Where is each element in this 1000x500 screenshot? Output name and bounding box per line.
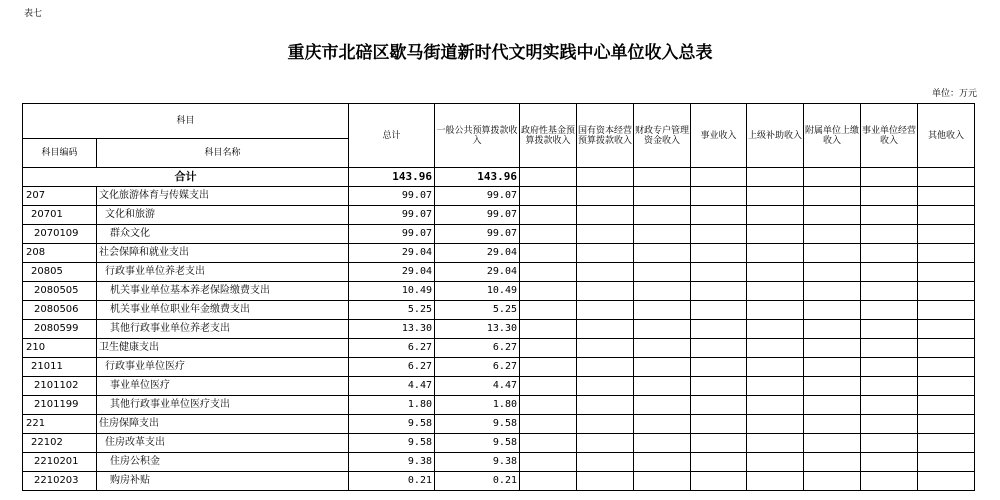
general-budget-cell: 29.04 [435,244,520,263]
empty-cell [520,472,577,491]
empty-cell [577,244,634,263]
subject-name-cell: 社会保障和就业支出 [97,244,349,263]
empty-cell [918,415,975,434]
general-budget-cell: 9.58 [435,434,520,453]
table-row [23,434,975,453]
subject-name-cell: 住房保障支出 [97,415,349,434]
empty-cell [577,339,634,358]
empty-cell [634,244,691,263]
total-cell: 9.58 [349,415,435,434]
empty-cell [520,415,577,434]
empty-cell [747,415,804,434]
empty-cell [577,225,634,244]
empty-cell [691,282,747,301]
empty-cell [918,377,975,396]
empty-cell [634,320,691,339]
empty-cell [918,244,975,263]
subject-code-cell: 2070109 [23,225,97,244]
empty-cell [861,415,918,434]
empty-cell [520,377,577,396]
empty-cell [861,339,918,358]
subject-name-cell: 卫生健康支出 [97,339,349,358]
header-gov-fund: 政府性基金预算拨款收入 [520,104,577,168]
empty-cell [634,453,691,472]
empty-cell [634,187,691,206]
empty-cell [520,434,577,453]
empty-cell [747,453,804,472]
empty-cell [634,377,691,396]
empty-cell [747,472,804,491]
empty-cell [861,396,918,415]
general-budget-cell: 99.07 [435,206,520,225]
subject-name-cell: 住房公积金 [97,453,349,472]
total-cell: 10.49 [349,282,435,301]
total-cell: 6.27 [349,339,435,358]
empty-cell [804,472,861,491]
header-subject-name: 科目名称 [97,139,349,168]
empty-cell [520,453,577,472]
empty-cell [577,434,634,453]
general-budget-cell: 6.27 [435,339,520,358]
header-operating: 事业单位经营收入 [861,104,918,168]
empty-cell [520,244,577,263]
unit-label: 单位：万元 [932,89,978,99]
subject-code-cell: 20701 [23,206,97,225]
subject-code-cell: 221 [23,415,97,434]
empty-cell [918,396,975,415]
empty-cell [691,225,747,244]
subject-name-cell: 机关事业单位基本养老保险缴费支出 [97,282,349,301]
empty-cell [634,358,691,377]
total-value: 143.96 [349,168,435,187]
empty-cell [577,187,634,206]
empty-cell [691,453,747,472]
empty-cell [634,396,691,415]
empty-cell [804,301,861,320]
empty-cell [747,206,804,225]
empty-cell [804,187,861,206]
empty-cell [691,434,747,453]
table-row [23,396,975,415]
empty-cell [634,301,691,320]
empty-cell [691,320,747,339]
empty-cell [918,225,975,244]
empty-cell [804,320,861,339]
empty-cell [520,358,577,377]
empty-cell [691,358,747,377]
empty-cell [520,282,577,301]
subject-code-cell: 2210203 [23,472,97,491]
empty-cell [861,282,918,301]
empty-cell [520,225,577,244]
table-row [23,263,975,282]
total-cell: 9.58 [349,434,435,453]
empty-cell [918,339,975,358]
empty-cell [861,472,918,491]
empty-cell [520,320,577,339]
general-budget-cell: 29.04 [435,263,520,282]
empty-cell [691,415,747,434]
subject-code-cell: 22102 [23,434,97,453]
empty-cell [747,396,804,415]
total-cell: 29.04 [349,263,435,282]
table-row [23,377,975,396]
empty-cell [577,206,634,225]
table-row [23,472,975,491]
empty-cell [747,244,804,263]
empty-cell [634,415,691,434]
empty-cell [691,301,747,320]
empty-cell [918,187,975,206]
general-budget-cell: 99.07 [435,187,520,206]
empty-cell [577,320,634,339]
empty-cell [747,320,804,339]
total-cell: 6.27 [349,358,435,377]
empty-cell [577,415,634,434]
total-cell: 99.07 [349,206,435,225]
empty-cell [634,225,691,244]
subject-name-cell: 文化旅游体育与传媒支出 [97,187,349,206]
empty-cell [747,187,804,206]
empty-cell [918,263,975,282]
empty-cell [691,263,747,282]
header-other: 其他收入 [918,104,975,168]
total-cell: 13.30 [349,320,435,339]
empty-cell [577,453,634,472]
empty-cell [691,187,747,206]
table-row [23,187,975,206]
empty-cell [634,206,691,225]
total-label: 合计 [23,168,349,187]
subject-name-cell: 其他行政事业单位医疗支出 [97,396,349,415]
empty-cell [520,339,577,358]
empty-cell [804,225,861,244]
general-budget-cell: 9.38 [435,453,520,472]
subject-name-cell: 购房补贴 [97,472,349,491]
table-row [23,244,975,263]
empty-cell [861,320,918,339]
subject-code-cell: 2080599 [23,320,97,339]
subject-name-cell: 群众文化 [97,225,349,244]
empty-cell [804,377,861,396]
sheet-label: 表七 [24,9,43,19]
general-budget-cell: 13.30 [435,320,520,339]
header-general-budget: 一般公共预算拨款收入 [435,104,520,168]
empty-cell [691,377,747,396]
table-row [23,320,975,339]
subject-name-cell: 事业单位医疗 [97,377,349,396]
subject-name-cell: 行政事业单位医疗 [97,358,349,377]
empty-cell [691,206,747,225]
subject-code-cell: 2210201 [23,453,97,472]
empty-cell [804,244,861,263]
table-row [23,358,975,377]
subject-code-cell: 2080505 [23,282,97,301]
subject-code-cell: 2101102 [23,377,97,396]
total-cell: 9.38 [349,453,435,472]
empty-cell [861,377,918,396]
empty-cell [918,453,975,472]
header-state-capital: 国有资本经营预算拨款收入 [577,104,634,168]
empty-cell [577,377,634,396]
empty-cell [861,358,918,377]
subject-code-cell: 2080506 [23,301,97,320]
header-subject-code: 科目编码 [23,139,97,168]
subject-code-cell: 2101199 [23,396,97,415]
header-higher-subsidy: 上级补助收入 [747,104,804,168]
empty-cell [861,206,918,225]
subject-name-cell: 其他行政事业单位养老支出 [97,320,349,339]
subject-name-cell: 机关事业单位职业年金缴费支出 [97,301,349,320]
empty-cell [691,472,747,491]
empty-cell [520,301,577,320]
subject-code-cell: 20805 [23,263,97,282]
general-budget-cell: 6.27 [435,358,520,377]
empty-cell [804,206,861,225]
empty-cell [577,472,634,491]
empty-cell [861,263,918,282]
empty-cell [747,358,804,377]
empty-cell [861,187,918,206]
table-row [23,301,975,320]
empty-cell [804,453,861,472]
general-budget-cell: 5.25 [435,301,520,320]
empty-cell [804,339,861,358]
empty-cell [861,453,918,472]
empty-cell [804,263,861,282]
empty-cell [634,434,691,453]
general-budget-cell: 10.49 [435,282,520,301]
subject-name-cell: 行政事业单位养老支出 [97,263,349,282]
empty-cell [918,320,975,339]
table-row [23,206,975,225]
total-cell: 99.07 [349,225,435,244]
empty-cell [804,358,861,377]
table-row [23,339,975,358]
empty-cell [918,282,975,301]
empty-cell [747,339,804,358]
empty-cell [747,225,804,244]
empty-cell [747,263,804,282]
subject-code-cell: 208 [23,244,97,263]
table-row [23,453,975,472]
empty-cell [747,282,804,301]
empty-cell [634,282,691,301]
empty-cell [861,434,918,453]
subject-name-cell: 住房改革支出 [97,434,349,453]
general-budget-cell: 4.47 [435,377,520,396]
header-subject: 科目 [23,104,349,139]
header-business-income: 事业收入 [691,104,747,168]
page-title: 重庆市北碚区歇马街道新时代文明实践中心单位收入总表 [287,43,713,63]
empty-cell [577,263,634,282]
empty-cell [918,472,975,491]
total-cell: 5.25 [349,301,435,320]
header-affiliated: 附属单位上缴收入 [804,104,861,168]
empty-cell [520,263,577,282]
general-budget-cell: 1.80 [435,396,520,415]
empty-cell [918,206,975,225]
header-total: 总计 [349,104,435,168]
empty-cell [861,225,918,244]
empty-cell [634,339,691,358]
total-general-value: 143.96 [435,168,520,187]
general-budget-cell: 0.21 [435,472,520,491]
subject-name-cell: 文化和旅游 [97,206,349,225]
empty-cell [804,434,861,453]
subject-code-cell: 210 [23,339,97,358]
empty-cell [747,434,804,453]
empty-cell [918,358,975,377]
table-row [23,225,975,244]
empty-cell [918,301,975,320]
total-cell: 0.21 [349,472,435,491]
general-budget-cell: 99.07 [435,225,520,244]
empty-cell [804,396,861,415]
subject-code-cell: 207 [23,187,97,206]
empty-cell [861,244,918,263]
general-budget-cell: 9.58 [435,415,520,434]
empty-cell [804,415,861,434]
empty-cell [577,282,634,301]
empty-cell [577,396,634,415]
total-cell: 29.04 [349,244,435,263]
empty-cell [577,301,634,320]
empty-cell [861,301,918,320]
empty-cell [918,434,975,453]
empty-cell [634,263,691,282]
empty-cell [520,396,577,415]
total-cell: 1.80 [349,396,435,415]
total-row [23,168,975,187]
table-row [23,282,975,301]
subject-code-cell: 21011 [23,358,97,377]
empty-cell [577,358,634,377]
table-row [23,415,975,434]
income-summary-table [22,103,975,491]
empty-cell [520,206,577,225]
empty-cell [747,301,804,320]
empty-cell [804,282,861,301]
empty-cell [634,472,691,491]
total-cell: 4.47 [349,377,435,396]
empty-cell [691,396,747,415]
header-fiscal-special: 财政专户管理资金收入 [634,104,691,168]
empty-cell [747,377,804,396]
empty-cell [691,244,747,263]
empty-cell [520,187,577,206]
total-cell: 99.07 [349,187,435,206]
empty-cell [691,339,747,358]
